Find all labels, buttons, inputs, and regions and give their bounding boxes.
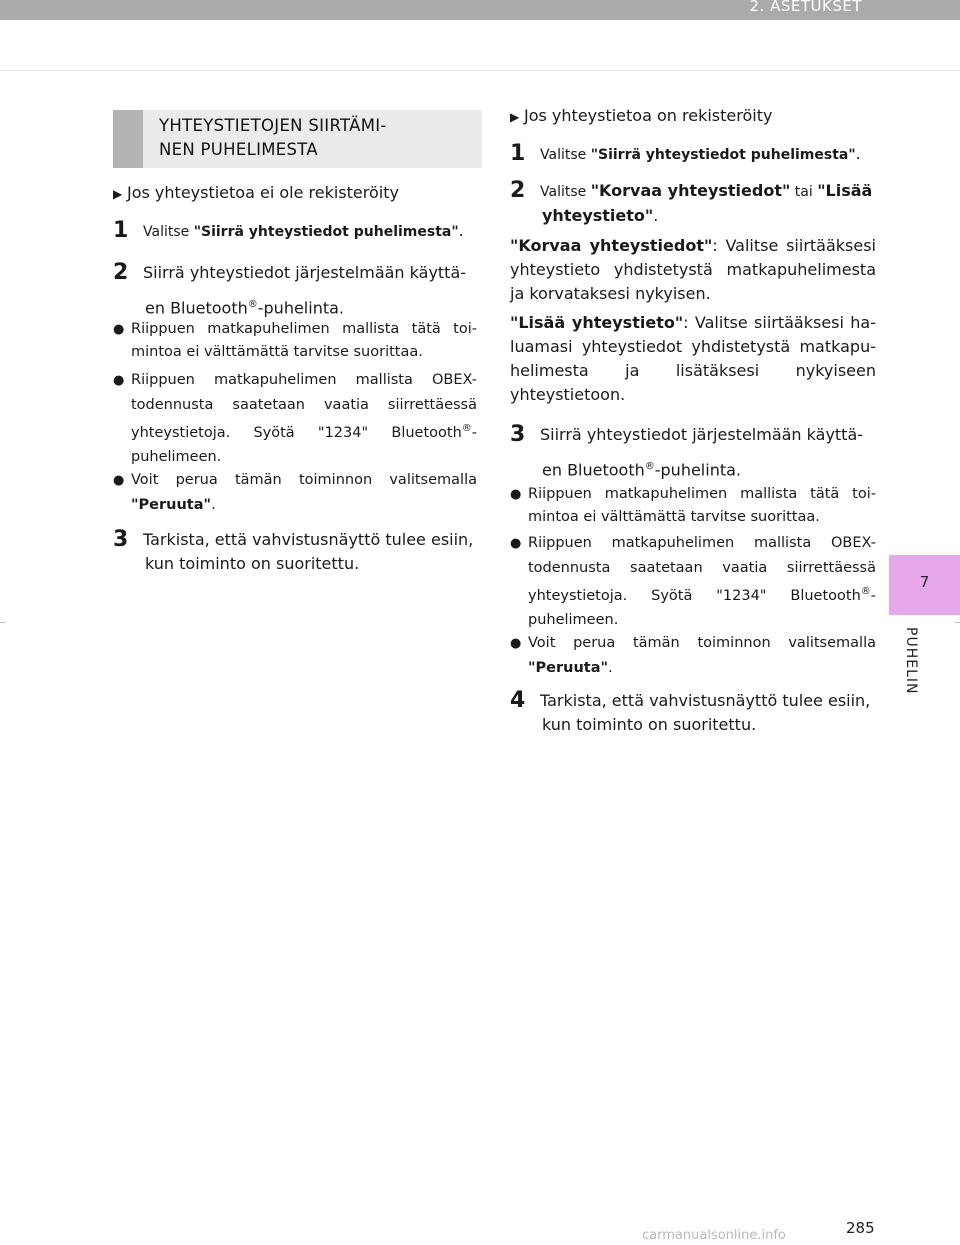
left-bullet-3: ● Voit perua tämän toiminnon valitsemalla "Peruuta". <box>113 468 477 517</box>
right-step-4: 4 Tarkista, että vahvistusnäyttö tulee esiin, kun toiminto on suoritettu. <box>510 688 871 734</box>
right-step-2: 2 Valitse "Korvaa yhteystiedot" tai "Lisää yhteystieto". <box>510 178 873 225</box>
registered-mark: ® <box>461 423 472 434</box>
section-header-accent <box>113 110 143 168</box>
chapter-tab <box>889 555 960 615</box>
menu-action: "Siirrä yhteystiedot puhelimesta" <box>193 224 459 240</box>
right-para-replace: "Korvaa yhteystiedot": Valitse siirtääksesi yhteystieto yhdistetystä matkapuhelimesta ja korvataksesi nykyisen. <box>510 236 877 303</box>
triangle-right-icon: ▶ <box>113 187 123 201</box>
step-number: 1 <box>510 141 526 166</box>
left-step-1: 1 Valitse "Siirrä yhteystiedot puhelimesta". <box>113 218 464 243</box>
left-bullet-1: ● Riippuen matkapuhelimen mallista tätä toi-mintoa ei välttämättä tarvitse suorittaa. <box>113 321 477 360</box>
registered-mark: ® <box>247 299 258 310</box>
registered-mark: ® <box>644 461 655 472</box>
right-case-heading: ▶ Jos yhteystietoa on rekisteröity <box>510 104 876 129</box>
step-number: 2 <box>113 260 129 285</box>
chapter-tab-number: 7 <box>919 573 930 591</box>
bullet-dot-icon: ● <box>510 487 522 502</box>
watermark: carmanualsonline.info <box>642 1228 786 1243</box>
section-title: YHTEYSTIETOJEN SIIRTÄMI- NEN PUHELIMESTA <box>159 116 387 159</box>
right-para-add: "Lisää yhteystieto": Valitse siirtääksesi ha-luamasi yhteystiedot yhdistetystä matkapu-helimesta ja lisätäksesi nykyiseen yhteystietoon. <box>510 313 876 404</box>
chapter-tab-label: PUHELIN <box>903 627 919 695</box>
step-number: 3 <box>113 527 129 552</box>
left-case-heading: ▶ Jos yhteystietoa ei ole rekisteröity <box>113 181 477 206</box>
bullet-dot-icon: ● <box>113 373 125 388</box>
left-bullet-2: ● Riippuen matkapuhelimen mallista OBEX-todennusta saatetaan vaatia siirrettäessä yhteystietoja. Syötä "1234" Bluetooth®-puhelimeen. <box>113 368 477 469</box>
bullet-dot-icon: ● <box>113 473 125 488</box>
chapter-header-bar <box>0 0 960 20</box>
step-number: 1 <box>113 218 129 243</box>
triangle-right-icon: ▶ <box>510 110 520 124</box>
right-bullet-3: ● Voit perua tämän toiminnon valitsemalla "Peruuta". <box>510 631 876 680</box>
option-term: "Lisää yhteystieto" <box>510 313 684 332</box>
option-term: "Korvaa yhteystiedot" <box>510 236 713 255</box>
bullet-dot-icon: ● <box>510 536 522 551</box>
left-step-3: 3 Tarkista, että vahvistusnäyttö tulee esiin, kun toiminto on suoritettu. <box>113 527 474 573</box>
bullet-dot-icon: ● <box>510 636 522 651</box>
step-number: 2 <box>510 178 526 203</box>
header-divider <box>0 70 960 71</box>
step-number: 4 <box>510 688 526 713</box>
right-bullet-1: ● Riippuen matkapuhelimen mallista tätä toi-mintoa ei välttämättä tarvitse suorittaa. <box>510 486 876 525</box>
page-number: 285 <box>846 1219 875 1237</box>
crop-mark-right <box>955 622 960 623</box>
crop-mark-left <box>0 622 5 623</box>
right-step-1: 1 Valitse "Siirrä yhteystiedot puhelimesta". <box>510 141 861 166</box>
right-bullet-2: ● Riippuen matkapuhelimen mallista OBEX-todennusta saatetaan vaatia siirrettäessä yhteystietoja. Syötä "1234" Bluetooth®-puhelimeen. <box>510 531 876 632</box>
menu-action: "Korvaa yhteystiedot" <box>590 181 791 200</box>
registered-mark: ® <box>860 586 871 597</box>
menu-action: "Peruuta" <box>131 497 212 513</box>
chapter-title: 2. ASETUKSET <box>749 0 862 15</box>
left-step-2: 2 Siirrä yhteystiedot järjestelmään käyttä-en Bluetooth®-puhelinta. <box>113 256 477 324</box>
menu-action: "Lisää yhteystieto" <box>542 181 873 225</box>
section-header <box>113 110 482 168</box>
menu-action: "Siirrä yhteystiedot puhelimesta" <box>590 147 856 163</box>
menu-action: "Peruuta" <box>528 660 609 676</box>
right-step-3: 3 Siirrä yhteystiedot järjestelmään käyttä-en Bluetooth®-puhelinta. <box>510 418 876 486</box>
step-number: 3 <box>510 422 526 447</box>
bullet-dot-icon: ● <box>113 322 125 337</box>
